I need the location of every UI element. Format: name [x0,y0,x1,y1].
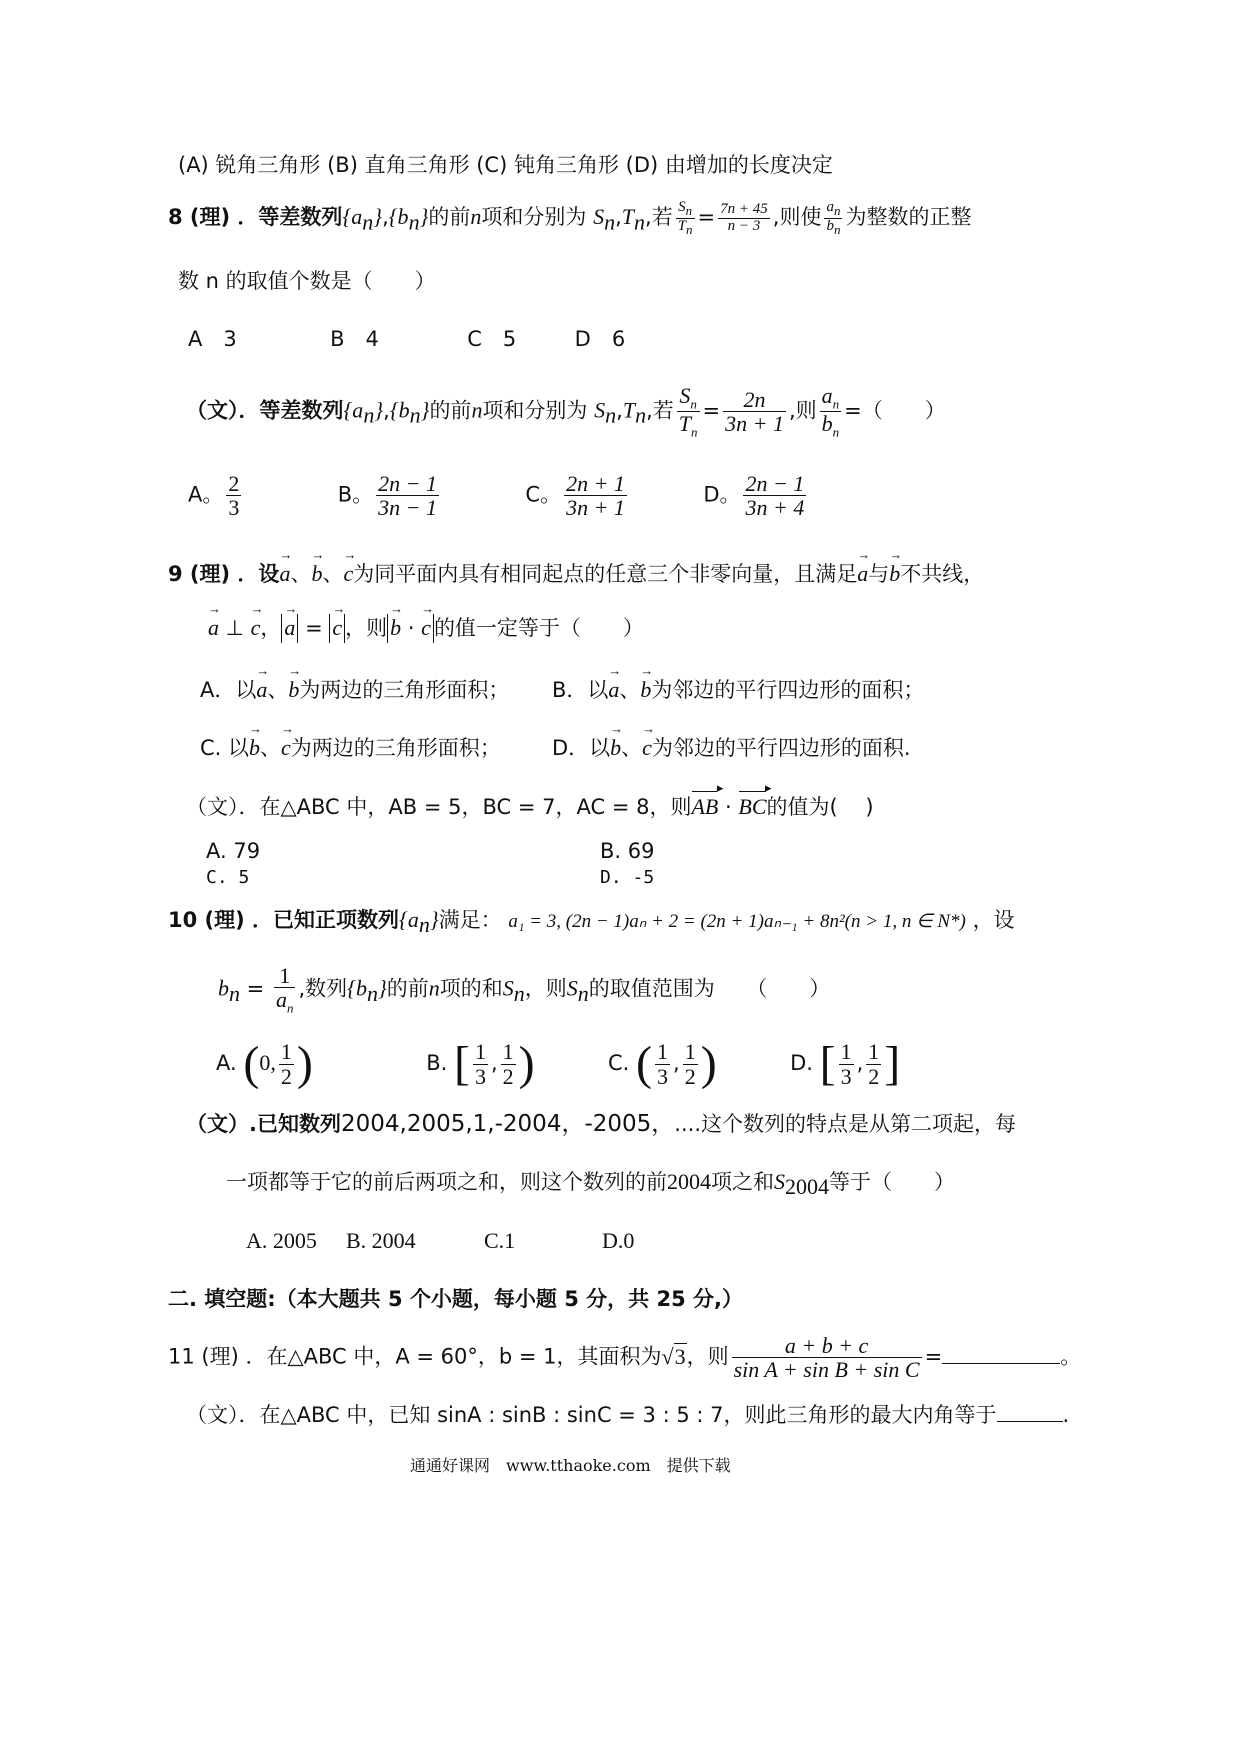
q10-li-formula: a₁ = 3, (2n − 1)aₙ + 2 = (2n + 1)aₙ₋₁ + 8n²(n > 1, n ∈ N*) [508,911,966,932]
q9-li-line1: 9 (理) ．设→ a、→ b、→ c为同平面内具有相同起点的任意三个非零向量，且满足→ a与→ b不共线， [168,560,984,588]
q8-wen-line: （文）．等差数列$\{a_n\},\{b_n\}$的前n项和分别为 $S_n,T_n$,若 $\frac{S_n}{T_n}$ = $\frac{2n}{3n + 1}$ ,则 $\frac{a_n}{b_n}$ =（ ） [186,383,946,440]
q8-li-opt-c: C 5 [467,327,517,351]
q9-opt-b: B．以→ a、→ b为邻边的平行四边形的面积； [552,676,924,704]
q8-wen-options [188,472,809,519]
q10-li-bn-frac: $\frac{1}{a_n}$ [275,963,294,1016]
q8-li-frac2: $\frac{7n + 45}{n - 3}$ [720,200,768,234]
q9-wen-opt-a: A. 79 [206,839,261,863]
q10-wen-line1: （文）.已知数列2004,2005,1,-2004，-2005，....这个数列的特点是从第二项起，每 [186,1111,1016,1137]
q9-opt-a: A．以→ a、→ b为两边的三角形面积； [200,676,509,704]
q11-li-sqrt: √3 [661,1343,686,1369]
q11-wen-answer-blank[interactable] [997,1403,1063,1422]
q11-li-frac: $\frac{a + b + c}{\text{sin A + sin B + sin C}}$ [733,1333,920,1383]
q10-wen-opt-d: D.0 [602,1228,635,1253]
footer-text: 通通好课网 www.tthaoke.com 提供下载 [410,1456,731,1475]
q10-li-options [216,1037,901,1090]
q8-wen-opt-c-label: C。 [525,482,562,507]
q9-opt-d: D．以→ b、→ c为邻边的平行四边形的面积. [552,734,911,762]
q8-wen-opt-a-label: A。 [188,482,224,507]
q8-wen-frac2: $\frac{2n}{3n + 1}$ [725,386,784,437]
q10-opt-c: ( $\frac{1}{3}$ , $\frac{1}{2}$ ) [636,1037,717,1090]
q9-wen-line: （文）．在△ABC 中，AB = 5，BC = 7，AC = 8，则AB ▸ · BC ▸的值为( ) [186,793,874,821]
q10-opt-a-label: A. [216,1051,237,1075]
q8-li-prefix: 8 (理) ．等差数列 [168,205,343,230]
q10-li-line2: $b_n$ = $\frac{1}{a_n}$ ,数列$\{b_n\}$的前n项的和$S_n$，则$S_n$的取值范围为 （ ） [218,963,831,1016]
q10-opt-b-label: B. [426,1051,448,1075]
q9-wen-opt-c: C. 5 [206,867,250,888]
section2-title: 二. 填空题:（本大题共 5 个小题，每小题 5 分，共 25 分,） [168,1287,743,1311]
q10-opt-a: (0, $\frac{1}{2}$ ) [243,1037,313,1090]
q9-li-line2: → a ⊥ → c，→ a = → c ，则→ b · → c 的值一定等于（ ） [208,614,644,643]
q11-li-line: 11 (理) ．在△ABC 中，A = 60°，b = 1，其面积为√3，则 $\frac{a + b + c}{\text{sin A + sin B + sin C}}$ = 。 [168,1333,1082,1383]
q8-wen-opt-d-label: D。 [703,482,741,507]
q10-wen-opt-b: B. 2004 [346,1228,416,1253]
q11-wen-line: （文）．在△ABC 中，已知 sinA : sinB : sinC = 3 : 5 : 7，则此三角形的最大内角等于 . [186,1403,1070,1427]
q8-wen-frac1: $\frac{S_n}{T_n}$ [678,383,698,440]
q10-opt-d: [ $\frac{1}{3}$ , $\frac{1}{2}$ ] [819,1037,901,1090]
q8-wen-opt-c: $\frac{2n + 1}{3n + 1}$ [566,471,625,521]
q7-options: (A) 锐角三角形 (B) 直角三角形 (C) 钝角三角形 (D) 由增加的长度决定 [178,153,833,177]
q8-li-line2: 数 n 的取值个数是（ ） [178,269,436,293]
q8-wen-opt-b: $\frac{2n - 1}{3n - 1}$ [378,471,438,521]
q9-opt-c: C. 以→ b、→ c为两边的三角形面积； [200,734,501,762]
q10-opt-b: [ $\frac{1}{3}$ , $\frac{1}{2}$ ) [453,1037,535,1090]
q8-li-opt-d: D 6 [574,327,626,351]
q8-li-opt-b: B 4 [330,327,379,351]
q8-wen-frac3: $\frac{a_n}{b_n}$ [821,383,840,440]
q8-li-frac1: $\frac{S_n}{T_n}$ [677,199,693,237]
q8-wen-opt-a: $\frac{2}{3}$ [228,471,240,521]
q11-li-answer-blank[interactable] [942,1345,1060,1364]
q10-opt-d-label: D. [790,1051,813,1075]
q10-li-line1: 10 (理) ．已知正项数列$\{a_n\}$满足： a₁ = 3, (2n − 1)aₙ + 2 = (2n + 1)aₙ₋₁ + 8n²(n > 1, n ∈ N*) ，设 [168,907,1015,938]
q10-wen-opt-c: C.1 [484,1228,516,1253]
q9-wen-vec-ab: AB ▸ [691,793,718,821]
q10-wen-opt-a: A. 2005 [246,1228,317,1253]
q8-wen-opt-d: $\frac{2n - 1}{3n + 4}$ [745,471,805,521]
q10-wen-line2: 一项都等于它的前后两项之和，则这个数列的前2004项之和$S_{2004}$等于（ ） [226,1169,955,1200]
q9-wen-opt-d: D. -5 [600,867,655,888]
q8-wen-opt-b-label: B。 [337,482,374,507]
q9-wen-vec-bc: BC ▸ [738,793,766,821]
q8-li-frac3: $\frac{a_n}{b_n}$ [826,199,841,237]
q9-wen-opt-b: B. 69 [600,839,655,863]
q8-li-line1: 8 (理) ．等差数列$\{a_n\},\{b_n\}$的前n项和分别为 $S_n,T_n$,若 $\frac{S_n}{T_n}$ = $\frac{7n + 45}{n - 3}$ ,则使 $\frac{a_n}{b_n}$ 为整数的正整 [168,199,972,237]
q8-li-opt-a: A 3 [188,327,237,351]
q8-li-options [188,326,625,352]
q10-opt-c-label: C. [608,1051,630,1075]
